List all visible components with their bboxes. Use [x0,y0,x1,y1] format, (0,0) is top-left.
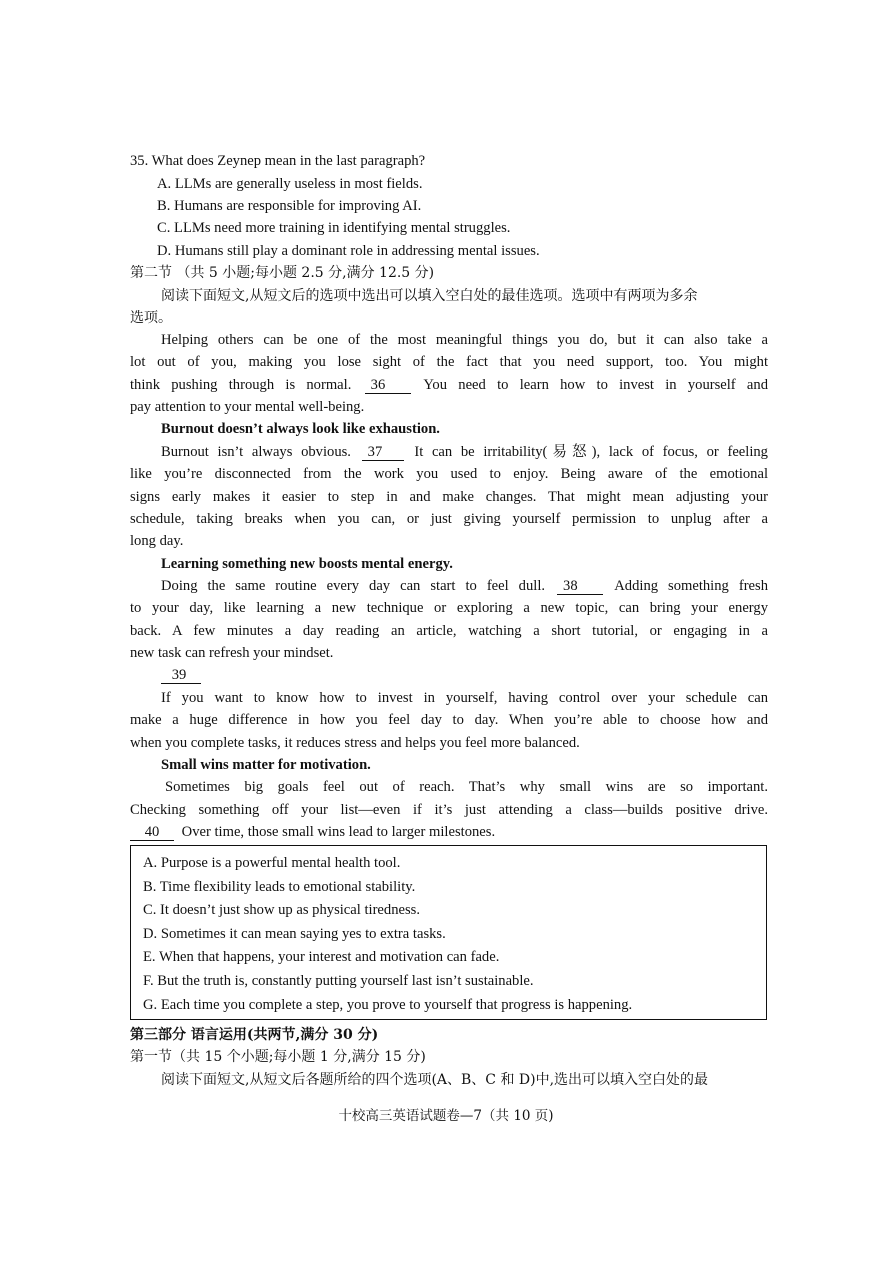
options-box [130,845,767,1020]
passage-line [161,575,768,597]
passage-text: It can be irritability(易怒), lack of focus, or feeling [414,444,768,460]
option-d: D. Sometimes it can mean saying yes to extra tasks. [143,926,446,942]
blank-40: 40 [130,824,174,841]
part-3-instruction: 阅读下面短文,从短文后各题所给的四个选项(A、B、C 和 D)中,选出可以填入空白处的最 [161,1072,709,1088]
page-footer: 十校高三英语试题卷—7（共 10 页) [338,1108,554,1124]
passage-text: Over time, those small wins lead to larger milestones. [181,824,496,840]
passage-line: like you’re disconnected from the work you used to enjoy. Being aware of the emotional [130,466,768,482]
passage-line: lot out of you, making you lose sight of the fact that you need support, too. You might [130,354,768,370]
passage-line [161,441,768,463]
passage-line [130,374,768,396]
passage-line: new task can refresh your mindset. [130,645,334,661]
passage-line: pay attention to your mental well-being. [130,399,365,415]
passage-text: Doing the same routine every day can start to feel dull. [161,578,546,594]
option-f: F. But the truth is, constantly putting yourself last isn’t sustainable. [143,973,534,989]
option-c: C. It doesn’t just show up as physical tiredness. [143,902,420,918]
passage-line: schedule, taking breaks when you can, or just giving yourself permission to unplug after a [130,511,768,527]
blank-39-line [161,664,201,686]
passage-line: Checking something off your list—even if it’s just attending a class—builds positive drive. [130,802,768,818]
blank-38: 38 [557,578,603,595]
option-g: G. Each time you complete a step, you prove to yourself that progress is happening. [143,997,633,1013]
passage-text: think pushing through is normal. [130,377,352,393]
passage-text: You need to learn how to invest in yourself and [423,377,768,393]
option-a: A. Purpose is a powerful mental health tool. [143,855,401,871]
option-e: E. When that happens, your interest and motivation can fade. [143,949,500,965]
blank-37: 37 [362,444,404,461]
question-35-option-c: C. LLMs need more training in identifying mental struggles. [157,220,511,236]
passage-line [130,821,495,843]
question-35-option-d: D. Humans still play a dominant role in addressing mental issues. [157,243,540,259]
part-3-sub-heading: 第一节（共 15 个小题;每小题 1 分,满分 15 分) [130,1049,426,1065]
question-35-stem: 35. What does Zeynep mean in the last paragraph? [130,153,426,169]
question-35-option-b: B. Humans are responsible for improving AI. [157,198,422,214]
blank-36: 36 [365,377,411,394]
passage-line: Helping others can be one of the most meaningful things you do, but it can also take a [161,332,768,348]
passage-line: If you want to know how to invest in yourself, having control over your schedule can [161,690,768,706]
option-b: B. Time flexibility leads to emotional stability. [143,879,416,895]
subheading-burnout: Burnout doesn’t always look like exhaustion. [161,421,440,437]
question-35-option-a: A. LLMs are generally useless in most fields. [157,176,423,192]
passage-line: to your day, like learning a new technique or exploring a new topic, can bring your energy [130,600,768,616]
subheading-learning: Learning something new boosts mental energy. [161,556,453,572]
blank-39: 39 [161,667,201,684]
section-2-instruction-line-1: 阅读下面短文,从短文后的选项中选出可以填入空白处的最佳选项。选项中有两项为多余 [161,288,698,304]
passage-line: when you complete tasks, it reduces stress and helps you feel more balanced. [130,735,580,751]
section-2-heading: 第二节 （共 5 小题;每小题 2.5 分,满分 12.5 分) [130,265,435,281]
passage-text: Adding something fresh [614,578,769,594]
passage-line: signs early makes it easier to step in and make changes. That might mean adjusting your [130,489,768,505]
section-2-instruction-line-2: 选项。 [130,310,172,326]
part-3-heading: 第三部分 语言运用(共两节,满分 30 分) [130,1027,379,1043]
passage-line: make a huge difference in how you feel day to day. When you’re able to choose how and [130,712,768,728]
passage-line: long day. [130,533,184,549]
subheading-small-wins: Small wins matter for motivation. [161,757,371,773]
passage-line: back. A few minutes a day reading an article, watching a short tutorial, or engaging in a [130,623,768,639]
passage-line: Sometimes big goals feel out of reach. That’s why small wins are so important. [165,779,768,795]
passage-text: Burnout isn’t always obvious. [161,444,351,460]
